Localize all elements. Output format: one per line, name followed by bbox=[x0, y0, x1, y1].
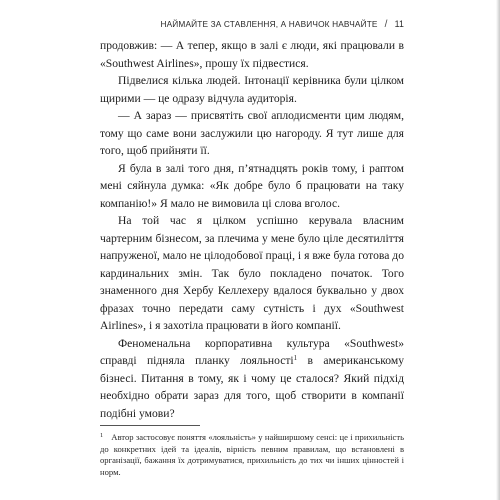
paragraph-text-part: Феноменальна корпоративна культура «Southwest» справді підняла планку лояльності bbox=[100, 336, 404, 367]
footnote-reference[interactable]: 1 bbox=[293, 354, 298, 362]
paragraph-with-footnote bbox=[100, 335, 404, 423]
running-header-title: НАЙМАЙТЕ ЗА СТАВЛЕННЯ, А НАВИЧОК НАВЧАЙТЕ bbox=[160, 19, 378, 29]
paragraph: — А зараз — присвятіть свої аплодисменти цим людям, тому що саме вони заслужили цю нагороду. Я тут лише для того, щоб прийняти її. bbox=[100, 109, 404, 157]
footnote-divider bbox=[100, 425, 200, 426]
footnote-marker: 1 bbox=[100, 432, 104, 439]
page-edge-shadow bbox=[496, 0, 500, 500]
running-header bbox=[100, 19, 404, 30]
paragraph-continued: продовжив: — А тепер, якщо в залі є люди, які працювали в «Southwest Airlines», прошу їх підвестися. bbox=[100, 39, 404, 70]
paragraph: Підвелися кілька людей. Інтонації керівника були цілком щирими — це одразу відчула аудиторія. bbox=[100, 74, 404, 105]
body-text bbox=[100, 37, 404, 422]
paragraph: Я була в залі того дня, п’ятнадцять років тому, і раптом мені сяйнула думка: «Як добре було б працювати на таку компанію!» Я мало не вимовила ці слова вголос. bbox=[100, 161, 404, 210]
footnote-text: Автор застосовує поняття «лояльність» у найширшому сенсі: це і прихильність до конкретних ідей та ідеалів, вірність певним правилам, що встановлені в організації, бажання їх дотримуватися, прихильність до тих чи інших цінностей і норм. bbox=[100, 432, 404, 477]
page-number: 11 bbox=[394, 19, 404, 29]
footnote bbox=[100, 432, 404, 478]
paragraph: На той час я цілком успішно керувала власним чартерним бізнесом, за плечима у мене було ціле десятиліття напруженої, мало не цілодобової праці, і я вже була готова до кардинальних змін. Так було покладено початок. Того знаменного дня Хербу Келлехеру вдалося буквально у двох фразах точно передати саму сутність і дух «Southwest Airlines», і я захотіла працювати в його компанії. bbox=[100, 214, 404, 332]
paragraph-text-part: в американському бізнесі. Питання в тому, як і чому це сталося? Який підхід необхідно обрати зараз для того, щоб створити в компанії подібні умови? bbox=[100, 354, 404, 420]
header-separator: / bbox=[384, 19, 388, 30]
